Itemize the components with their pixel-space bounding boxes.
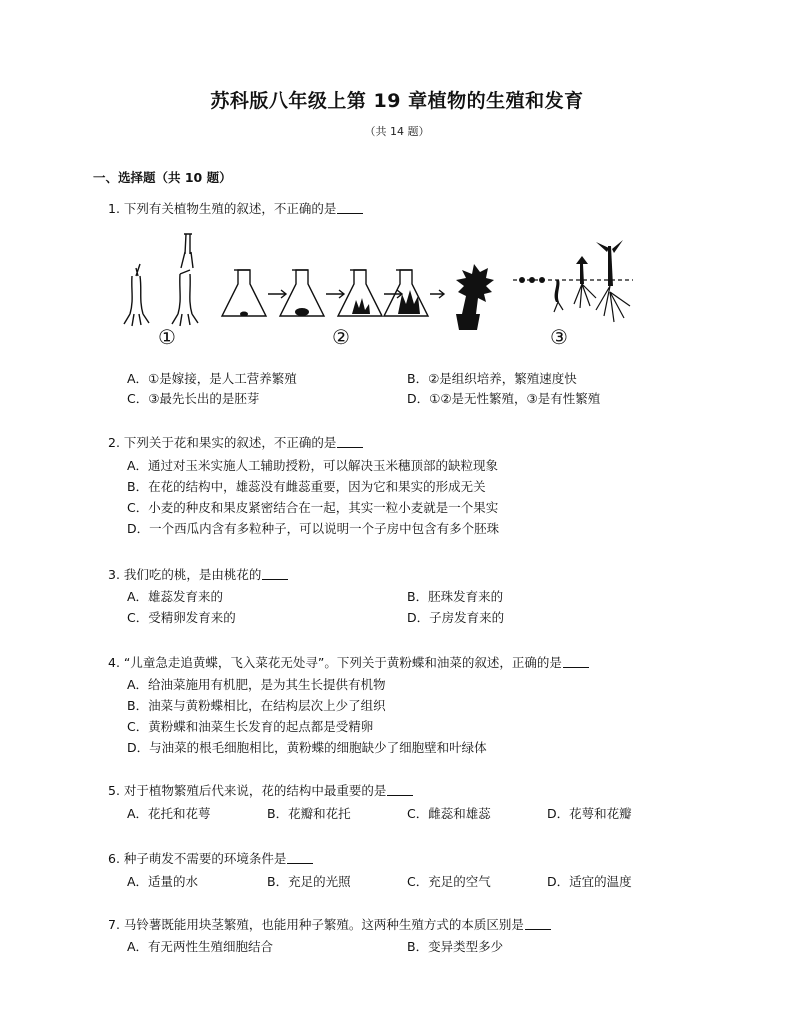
question-count: （共 14 题） <box>364 125 430 138</box>
question-7-stem <box>108 915 551 933</box>
option-b[interactable]: B．花瓣和花托 <box>267 806 351 821</box>
option-c[interactable]: C．③最先长出的是胚芽 <box>127 391 260 406</box>
answer-blank <box>337 435 363 448</box>
answer-blank <box>262 567 288 580</box>
option-b[interactable]: B．②是组织培养，繁殖速度快 <box>407 371 577 386</box>
option-a[interactable]: A．适量的水 <box>127 874 199 889</box>
question-text: 我们吃的桃，是由桃花的 <box>123 567 262 582</box>
answer-blank <box>525 917 551 930</box>
question-number: 4. <box>108 655 120 670</box>
question-text: 种子萌发不需要的环境条件是 <box>123 851 287 866</box>
question-text: 下列有关植物生殖的叙述，不正确的是 <box>123 201 337 216</box>
question-text: 下列关于花和果实的叙述，不正确的是 <box>123 435 337 450</box>
question-number: 6. <box>108 851 120 866</box>
option-d[interactable]: D．①②是无性繁殖，③是有性繁殖 <box>407 391 601 406</box>
option-a[interactable]: A．花托和花萼 <box>127 806 211 821</box>
answer-blank <box>563 655 589 668</box>
option-d[interactable]: D．花萼和花瓣 <box>547 806 632 821</box>
figure-label-1: ① <box>158 325 176 349</box>
question-number: 5. <box>108 783 120 798</box>
question-3-stem <box>108 565 288 583</box>
option-d[interactable]: D．子房发育来的 <box>407 610 505 625</box>
question-5-stem <box>108 781 413 799</box>
question-4-stem <box>108 653 589 671</box>
question-text: “儿童急走追黄蝶，飞入菜花无处寻”。下列关于黄粉蝶和油菜的叙述，正确的是 <box>123 655 562 670</box>
figure-label-3: ③ <box>550 325 568 349</box>
page-title: 苏科版八年级上第 19 章植物的生殖和发育 <box>210 90 584 112</box>
figure-label-2: ② <box>332 325 350 349</box>
option-a[interactable]: A．①是嫁接，是人工营养繁殖 <box>127 371 297 386</box>
answer-blank <box>387 783 413 796</box>
question-text: 马铃薯既能用块茎繁殖，也能用种子繁殖。这两种生殖方式的本质区别是 <box>123 917 524 932</box>
question-text: 对于植物繁殖后代来说，花的结构中最重要的是 <box>123 783 387 798</box>
option-c[interactable]: C．充足的空气 <box>407 874 491 889</box>
option-a[interactable]: A．通过对玉米实施人工辅助授粉，可以解决玉米穗顶部的缺粒现象 <box>127 458 499 473</box>
question-1-stem <box>108 199 363 217</box>
option-a[interactable]: A．雄蕊发育来的 <box>127 589 224 604</box>
grafting-illustration <box>124 234 198 326</box>
option-c[interactable]: C．受精卵发育来的 <box>127 610 236 625</box>
question-2-stem <box>108 433 363 451</box>
option-b[interactable]: B．变异类型多少 <box>407 939 504 954</box>
option-a[interactable]: A．有无两性生殖细胞结合 <box>127 939 274 954</box>
option-c[interactable]: C．小麦的种皮和果皮紧密结合在一起，其实一粒小麦就是一个果实 <box>127 500 499 515</box>
option-a[interactable]: A．给油菜施用有机肥，是为其生长提供有机物 <box>127 677 386 692</box>
answer-blank <box>337 201 363 214</box>
question-number: 2. <box>108 435 120 450</box>
plant-reproduction-figure <box>118 228 638 354</box>
option-d[interactable]: D．适宜的温度 <box>547 874 632 889</box>
option-b[interactable]: B．充足的光照 <box>267 874 351 889</box>
option-d[interactable]: D．一个西瓜内含有多粒种子，可以说明一个子房中包含有多个胚珠 <box>127 521 500 536</box>
option-c[interactable]: C．黄粉蝶和油菜生长发育的起点都是受精卵 <box>127 719 374 734</box>
option-b[interactable]: B．胚珠发育来的 <box>407 589 504 604</box>
question-6-stem <box>108 849 313 867</box>
section-heading: 一、选择题（共 10 题） <box>93 170 232 185</box>
option-d[interactable]: D．与油菜的根毛细胞相比，黄粉蝶的细胞缺少了细胞壁和叶绿体 <box>127 740 487 755</box>
option-b[interactable]: B．油菜与黄粉蝶相比，在结构层次上少了组织 <box>127 698 386 713</box>
answer-blank <box>287 851 313 864</box>
option-b[interactable]: B．在花的结构中，雄蕊没有雌蕊重要，因为它和果实的形成无关 <box>127 479 486 494</box>
question-number: 3. <box>108 567 120 582</box>
option-c[interactable]: C．雌蕊和雄蕊 <box>407 806 491 821</box>
question-number: 1. <box>108 201 120 216</box>
question-number: 7. <box>108 917 120 932</box>
